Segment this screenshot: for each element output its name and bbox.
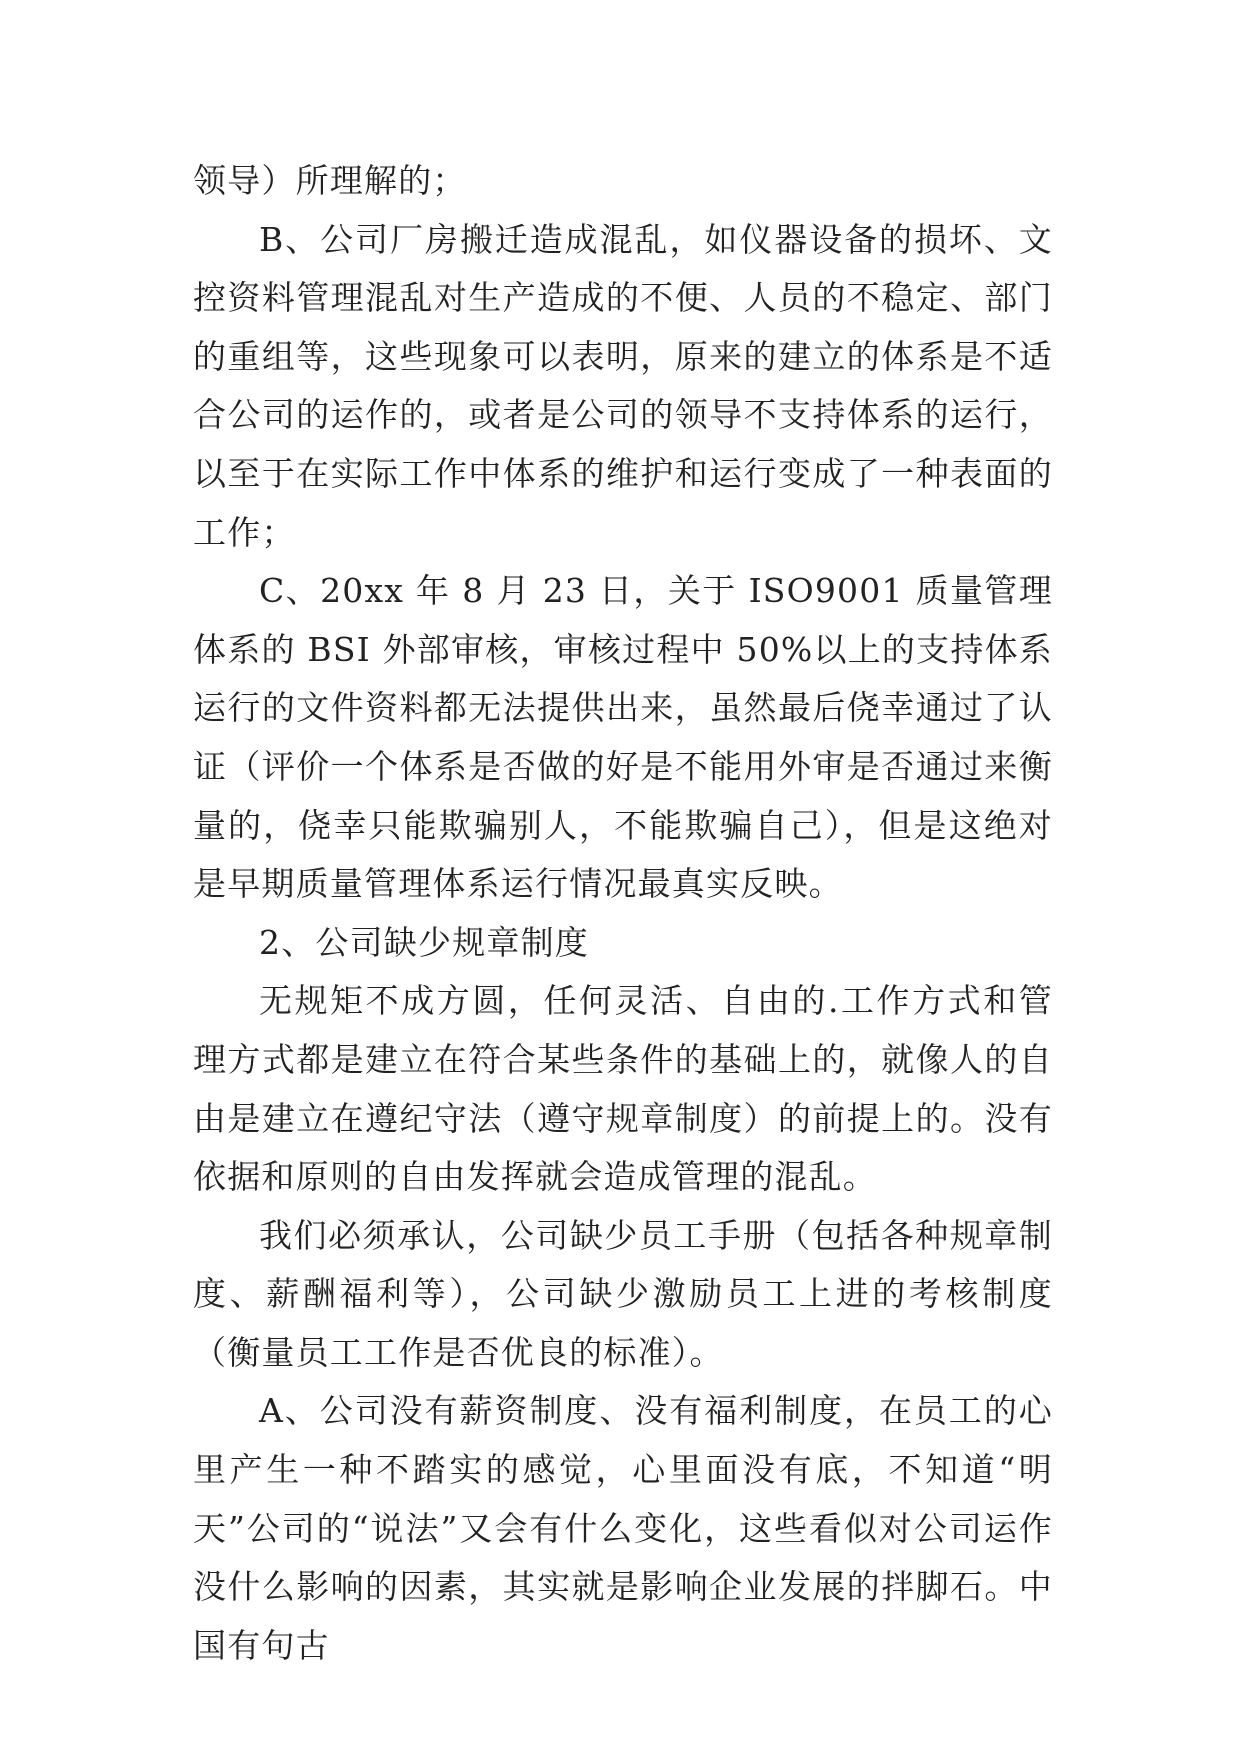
- section-heading-2: 2、公司缺少规章制度: [259, 922, 589, 962]
- document-body: [193, 152, 1053, 1675]
- paragraph-continuation: 领导）所理解的；: [193, 161, 467, 200]
- paragraph-item-a: A、公司没有薪资制度、没有福利制度，在员工的心里产生一种不踏实的感觉，心里面没有底，不知道“明天”公司的“说法”又会有什么变化，这些看似对公司运作没什么影响的因素，其实就是影响企业发展的拌脚石。中国有句古: [193, 1391, 1053, 1665]
- paragraph-item-b: B、公司厂房搬迁造成混乱，如仪器设备的损坏、文控资料管理混乱对生产造成的不便、人员的不稳定、部门的重组等，这些现象可以表明，原来的建立的体系是不适合公司的运作的，或者是公司的领导不支持体系的运行，以至于在实际工作中体系的维护和运行变成了一种表面的工作；: [193, 219, 1053, 552]
- paragraph-rules-intro: 无规矩不成方圆，任何灵活、自由的.工作方式和管理方式都是建立在符合某些条件的基础上的，就像人的自由是建立在遵纪守法（遵守规章制度）的前提上的。没有依据和原则的自由发挥就会造成管理的混乱。: [193, 981, 1053, 1197]
- paragraph-item-c: C、20xx 年 8 月 23 日，关于 ISO9001 质量管理体系的 BSI 外部审核，审核过程中 50%以上的支持体系运行的文件资料都无法提供出来，虽然最后侥幸通过了认证（评价一个体系是否做的好是不能用外审是否通过来衡量的，侥幸只能欺骗别人，不能欺骗自己），但是这绝对是早期质量管理体系运行情况最真实反映。: [193, 571, 1053, 904]
- paragraph-admission: 我们必须承认，公司缺少员工手册（包括各种规章制度、薪酬福利等），公司缺少激励员工上进的考核制度（衡量员工工作是否优良的标准）。: [193, 1215, 1053, 1372]
